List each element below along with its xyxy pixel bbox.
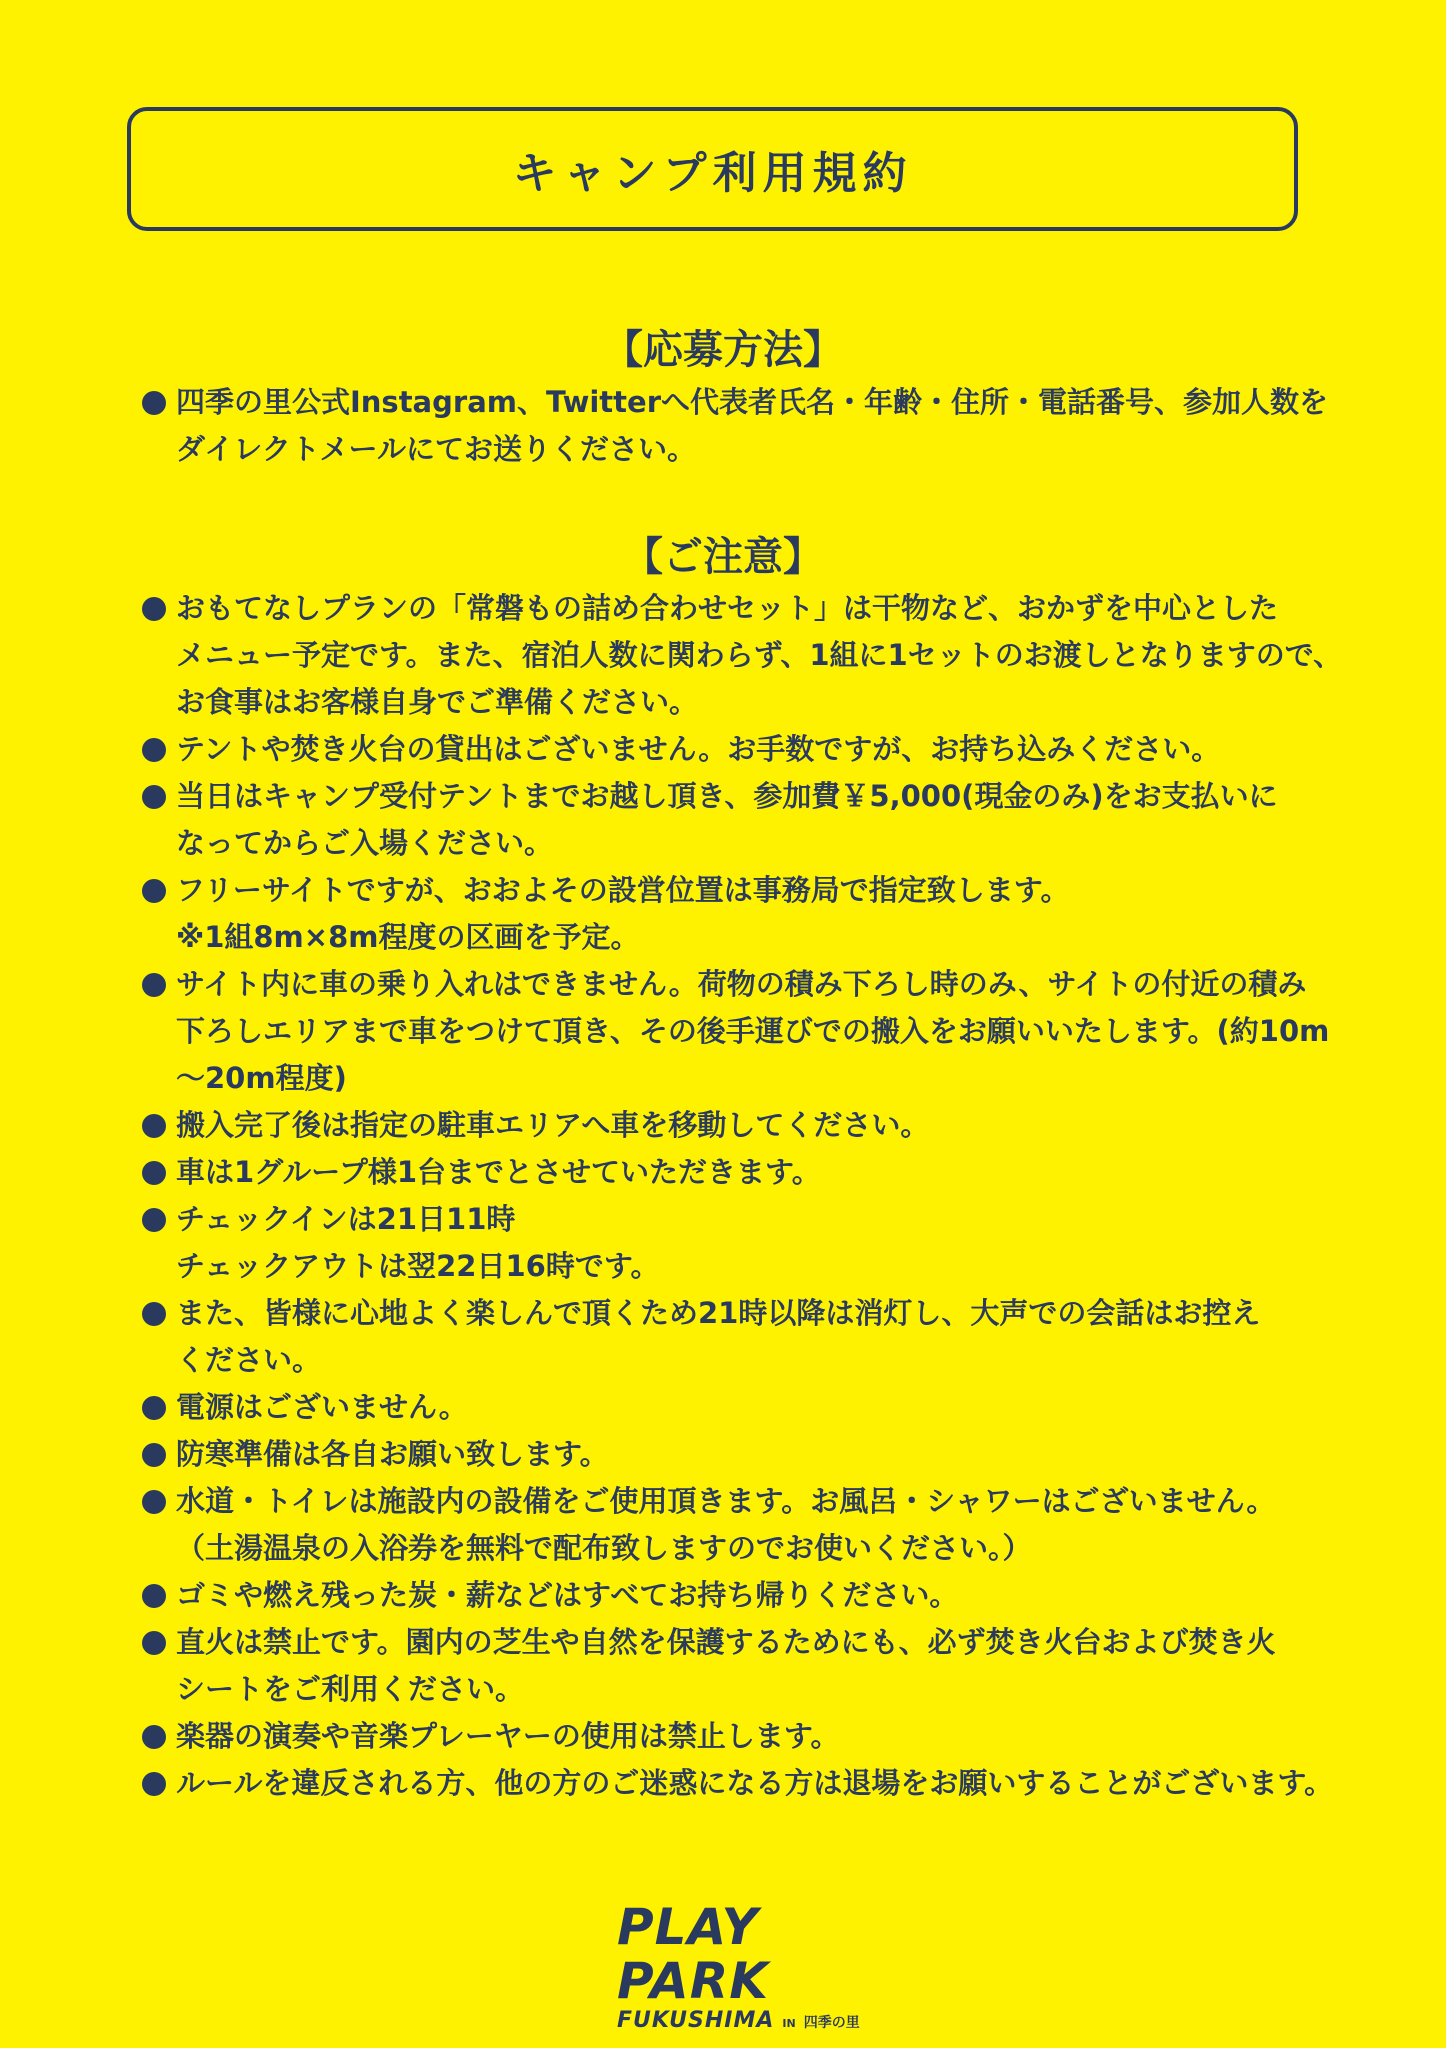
bullet-icon [142, 785, 166, 809]
list-item-line: 電源はございません。 [176, 1390, 468, 1424]
list-item-text [176, 1572, 1322, 1619]
section-heading-notes: 【ご注意】 [623, 534, 823, 580]
list-item-text [176, 961, 1329, 1102]
list-item [142, 379, 1329, 473]
bullet-icon [142, 973, 166, 997]
list-item-line: ください。 [176, 1343, 322, 1377]
list-item-line: お食事はお客様自身でご準備ください。 [176, 685, 699, 719]
play-park-logo [617, 1900, 917, 2033]
list-item-line: ゴミや燃え残った炭・薪などはすべてお持ち帰りください。 [176, 1578, 959, 1612]
list-item-line: テントや焚き火台の貸出はございません。お手数ですが、お持ち込みください。 [176, 732, 1221, 766]
bullet-icon [142, 1396, 166, 1420]
bullet-icon [142, 1161, 166, 1185]
list-item-line: ルールを違反される方、他の方のご迷惑になる方は退場をお願いすることがございます。 [176, 1766, 1334, 1800]
list-item-line: ～20m程度) [176, 1061, 347, 1095]
notes-list [142, 585, 1343, 1807]
list-item-line: シートをご利用ください。 [176, 1672, 525, 1706]
bullet-icon [142, 597, 166, 621]
list-item-text [176, 726, 1322, 773]
list-item [142, 1290, 1322, 1384]
application-list [142, 379, 1329, 473]
logo-main-text: PLAY PARK [617, 1898, 769, 2010]
list-item-line: チェックインは21日11時 [176, 1202, 516, 1236]
list-item-line: 車は1グループ様1台までとさせていただきます。 [176, 1155, 821, 1189]
list-item-line: なってからご入場ください。 [176, 826, 554, 860]
list-item-text [176, 867, 1322, 961]
bullet-icon [142, 1208, 166, 1232]
list-item-line: 水道・トイレは施設内の設備をご使用頂きます。お風呂・シャワーはございません。 [176, 1484, 1276, 1518]
list-item-text [176, 1384, 1322, 1431]
list-item-text [176, 1196, 1322, 1290]
list-item [142, 1102, 1322, 1149]
list-item [142, 726, 1322, 773]
list-item-line: メニュー予定です。また、宿泊人数に関わらず、1組に1セットのお渡しとなりますので、 [176, 638, 1343, 672]
list-item [142, 1478, 1322, 1572]
list-item-text [176, 1149, 1322, 1196]
list-item-line: ※1組8m×8m程度の区画を予定。 [176, 920, 640, 954]
logo-place-text: 四季の里 [803, 2015, 860, 2031]
list-item-text [176, 1478, 1322, 1572]
bullet-icon [142, 879, 166, 903]
list-item [142, 585, 1343, 726]
list-item-text [176, 1619, 1322, 1713]
bullet-icon [142, 391, 166, 415]
list-item [142, 1713, 1322, 1760]
list-item [142, 1431, 1322, 1478]
list-item [142, 1384, 1322, 1431]
logo-in-text: IN [782, 2017, 796, 2030]
list-item-line: 搬入完了後は指定の駐車エリアへ車を移動してください。 [176, 1108, 930, 1142]
list-item-line: サイト内に車の乗り入れはできません。荷物の積み下ろし時のみ、サイトの付近の積み [176, 967, 1307, 1001]
list-item [142, 1572, 1322, 1619]
list-item-line: フリーサイトですが、おおよその設営位置は事務局で指定致します。 [176, 873, 1070, 907]
list-item-line: 直火は禁止です。園内の芝生や自然を保護するためにも、必ず焚き火台および焚き火 [176, 1625, 1276, 1659]
list-item-text [176, 1760, 1333, 1807]
bullet-icon [142, 738, 166, 762]
title-box [127, 107, 1298, 231]
list-item [142, 1196, 1322, 1290]
bullet-icon [142, 1302, 166, 1326]
bullet-icon [142, 1772, 166, 1796]
logo-sub-row [617, 2008, 917, 2033]
list-item-line: 楽器の演奏や音楽プレーヤーの使用は禁止します。 [176, 1719, 840, 1753]
list-item-line: 下ろしエリアまで車をつけて頂き、その後手運びでの搬入をお願いいたします。(約10m [176, 1014, 1330, 1048]
list-item-line: 四季の里公式Instagram、Twitterへ代表者氏名・年齢・住所・電話番号、参加人数を [176, 385, 1329, 419]
list-item [142, 961, 1330, 1102]
list-item-text [176, 1102, 1322, 1149]
list-item-text [176, 1290, 1322, 1384]
list-item-line: 防寒準備は各自お願い致します。 [176, 1437, 609, 1471]
list-item [142, 1619, 1322, 1713]
bullet-icon [142, 1725, 166, 1749]
list-item [142, 1760, 1334, 1807]
list-item-line: おもてなしプランの「常磐もの詰め合わせセット」は干物など、おかずを中心とした [176, 591, 1279, 625]
bullet-icon [142, 1490, 166, 1514]
page-title: キャンプ利用規約 [512, 148, 913, 199]
list-item-line: ダイレクトメールにてお送りください。 [176, 432, 696, 466]
bullet-icon [142, 1443, 166, 1467]
list-item-text [176, 773, 1322, 867]
bullet-icon [142, 1114, 166, 1138]
list-item [142, 867, 1322, 961]
list-item-text [176, 1713, 1322, 1760]
list-item-text [176, 379, 1328, 473]
list-item-text [176, 585, 1342, 726]
list-item-line: （土湯温泉の入浴券を無料で配布致しますのでお使いください。） [176, 1531, 1032, 1565]
section-heading-application: 【応募方法】 [603, 327, 843, 373]
list-item-text [176, 1431, 1322, 1478]
list-item-line: チェックアウトは翌22日16時です。 [176, 1249, 660, 1283]
bullet-icon [142, 1584, 166, 1608]
list-item [142, 773, 1322, 867]
bullet-icon [142, 1631, 166, 1655]
logo-sub-text: FUKUSHIMA [617, 2008, 775, 2033]
list-item [142, 1149, 1322, 1196]
list-item-line: また、皆様に心地よく楽しんで頂くため21時以降は消灯し、大声での会話はお控え [176, 1296, 1261, 1330]
list-item-line: 当日はキャンプ受付テントまでお越し頂き、参加費￥5,000(現金のみ)をお支払いに [176, 779, 1278, 813]
